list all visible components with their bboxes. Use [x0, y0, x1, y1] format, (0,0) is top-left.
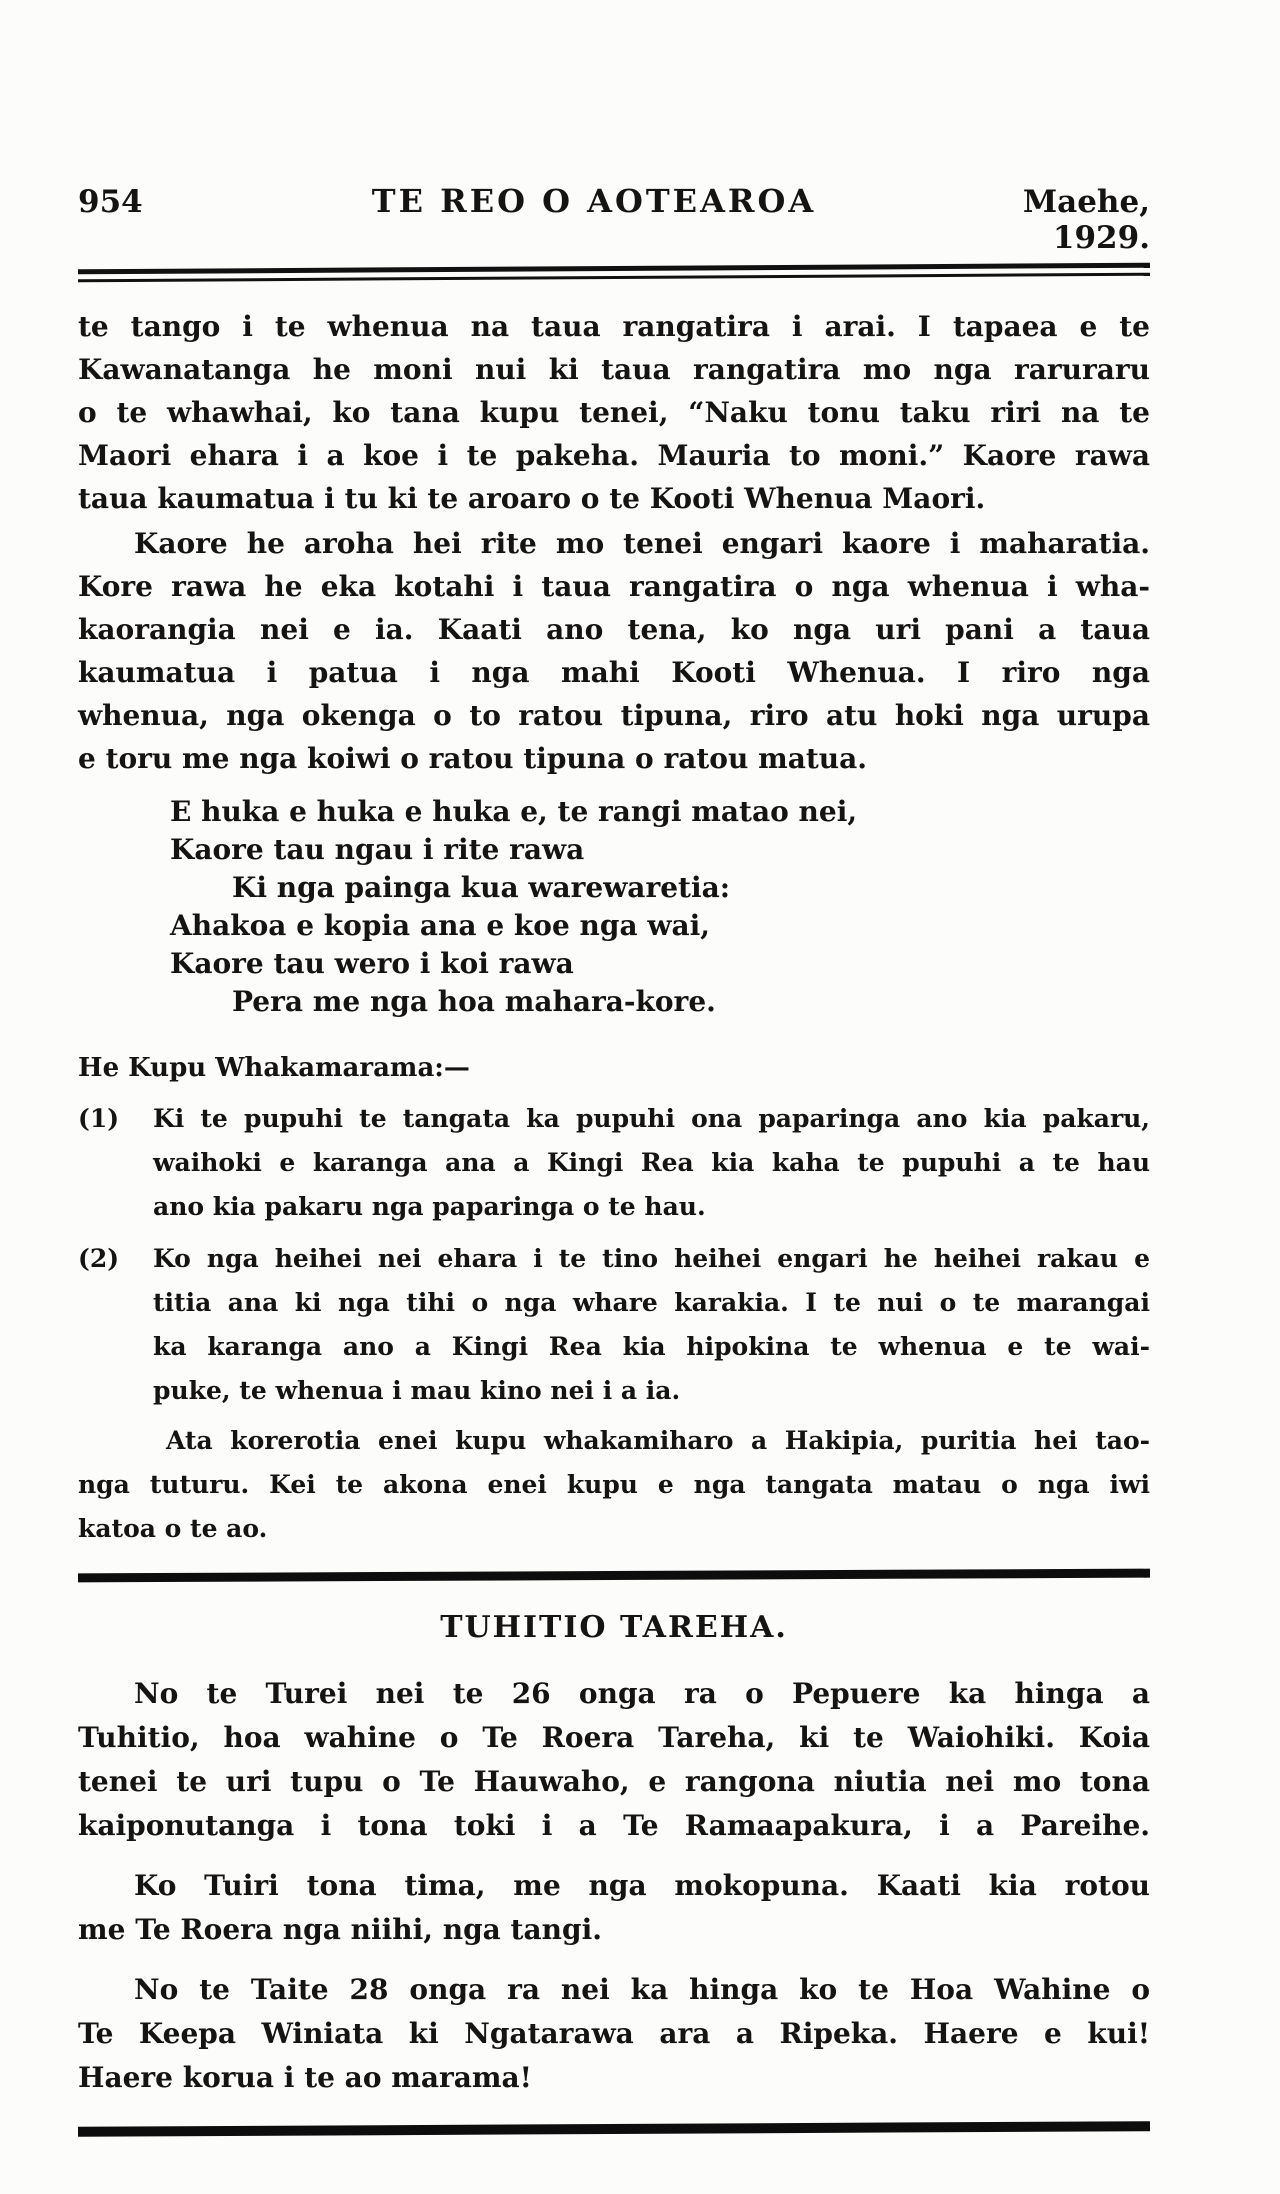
- text-line: e toru me nga koiwi o ratou tipuna o ratou matua.: [78, 742, 868, 775]
- header-rule-bottom: [78, 273, 1150, 283]
- paragraph: [78, 305, 1150, 520]
- text-line: ka karanga ano a Kingi Rea kia hipokina te whenua e te wai-: [153, 1332, 1150, 1361]
- notes-heading: He Kupu Whakamarama:—: [78, 1053, 470, 1083]
- note-body: [153, 1237, 1150, 1413]
- text-line: Kawanatanga he moni nui ki taua rangatira mo nga raruraru: [78, 353, 1150, 386]
- note-label: (2): [78, 1244, 120, 1273]
- note-label: (1): [78, 1104, 120, 1133]
- text-line: puke, te whenua i mau kino nei i a ia.: [153, 1376, 681, 1405]
- text-line: taua kaumatua i tu ki te aroaro o te Kooti Whenua Maori.: [78, 482, 986, 515]
- poem-line: Pera me nga hoa mahara-kore.: [232, 985, 716, 1018]
- text-line: Te Keepa Winiata ki Ngatarawa ara a Ripeka. Haere e kui!: [78, 2017, 1150, 2050]
- text-line: kaumatua i patua i nga mahi Kooti Whenua. I riro nga: [78, 656, 1150, 689]
- text-line: Kaore he aroha hei rite mo tenei engari kaore i maharatia.: [134, 527, 1150, 560]
- text-line: No te Taite 28 onga ra nei ka hinga ko te Hoa Wahine o: [134, 1973, 1150, 2006]
- note-item-2: [78, 1237, 1150, 1413]
- text-line: Haere korua i te ao marama!: [78, 2061, 532, 2094]
- poem-line: Ahakoa e kopia ana e koe nga wai,: [170, 909, 710, 942]
- text-line: tenei te uri tupu o Te Hauwaho, e rangona niutia nei mo tona: [78, 1765, 1150, 1798]
- poem-line: Ki nga painga kua warewaretia:: [232, 871, 731, 904]
- note-item-1: [78, 1097, 1150, 1229]
- paragraph: [78, 1864, 1150, 1952]
- poem-line: Kaore tau ngau i rite rawa: [170, 833, 585, 866]
- bottom-rule: [78, 2121, 1150, 2137]
- poem-line: E huka e huka e huka e, te rangi matao nei,: [170, 795, 858, 828]
- article-heading: TUHITIO TAREHA.: [440, 1610, 788, 1645]
- header-page-number: 954: [78, 184, 143, 220]
- section-divider: [78, 1569, 1150, 1583]
- poem-line: Kaore tau wero i koi rawa: [170, 947, 574, 980]
- note-body: [153, 1097, 1150, 1229]
- text-line: Kore rawa he eka kotahi i taua rangatira o nga whenua i wha-: [78, 570, 1150, 603]
- text-line: Maori ehara i a koe i te pakeha. Mauria to moni.” Kaore rawa: [78, 439, 1150, 472]
- page-header: [78, 182, 1150, 256]
- issue-date: Maehe, 1929.: [1022, 184, 1150, 256]
- text-line: Ki te pupuhi te tangata ka pupuhi ona paparinga ano kia pakaru,: [153, 1104, 1150, 1133]
- paragraph: [78, 522, 1150, 780]
- text-line: me Te Roera nga niihi, nga tangi.: [78, 1913, 602, 1946]
- text-line: te tango i te whenua na taua rangatira i arai. I tapaea e te: [78, 310, 1150, 343]
- text-line: Ko nga heihei nei ehara i te tino heihei engari he heihei rakau e: [153, 1244, 1150, 1273]
- text-line: Tuhitio, hoa wahine o Te Roera Tareha, ki te Waiohiki. Koia: [78, 1721, 1150, 1754]
- header-rule: [78, 266, 1150, 279]
- text-line: kaorangia nei e ia. Kaati ano tena, ko nga uri pani a taua: [78, 613, 1150, 646]
- poem-block: [170, 793, 1150, 1021]
- text-line: ano kia pakaru nga paparinga o te hau.: [153, 1192, 706, 1221]
- text-line: Ko Tuiri tona tima, me nga mokopuna. Kaati kia rotou: [134, 1869, 1150, 1902]
- text-line: nga tuturu. Kei te akona enei kupu e nga tangata matau o nga iwi: [78, 1470, 1150, 1499]
- text-line: whenua, nga okenga o to ratou tipuna, riro atu hoki nga urupa: [78, 699, 1150, 732]
- text-line: titia ana ki nga tihi o nga whare karakia. I te nui o te marangai: [153, 1288, 1150, 1317]
- text-line: kaiponutanga i tona toki i a Te Ramaapakura, i a Pareihe.: [78, 1809, 1150, 1842]
- paragraph: [78, 1968, 1150, 2100]
- paragraph: [78, 1672, 1150, 1848]
- text-line: No te Turei nei te 26 onga ra o Pepuere ka hinga a: [134, 1677, 1150, 1710]
- paragraph: [78, 1419, 1150, 1551]
- text-line: o te whawhai, ko tana kupu tenei, “Naku tonu taku riri na te: [78, 396, 1150, 429]
- journal-title: TE REO O AOTEAROA: [371, 182, 817, 220]
- header-rule-top: [78, 263, 1150, 275]
- text-line: waihoki e karanga ana a Kingi Rea kia kaha te pupuhi a te hau: [153, 1148, 1150, 1177]
- text-line: Ata korerotia enei kupu whakamiharo a Hakipia, puritia hei tao-: [166, 1426, 1150, 1455]
- text-line: katoa o te ao.: [78, 1514, 268, 1543]
